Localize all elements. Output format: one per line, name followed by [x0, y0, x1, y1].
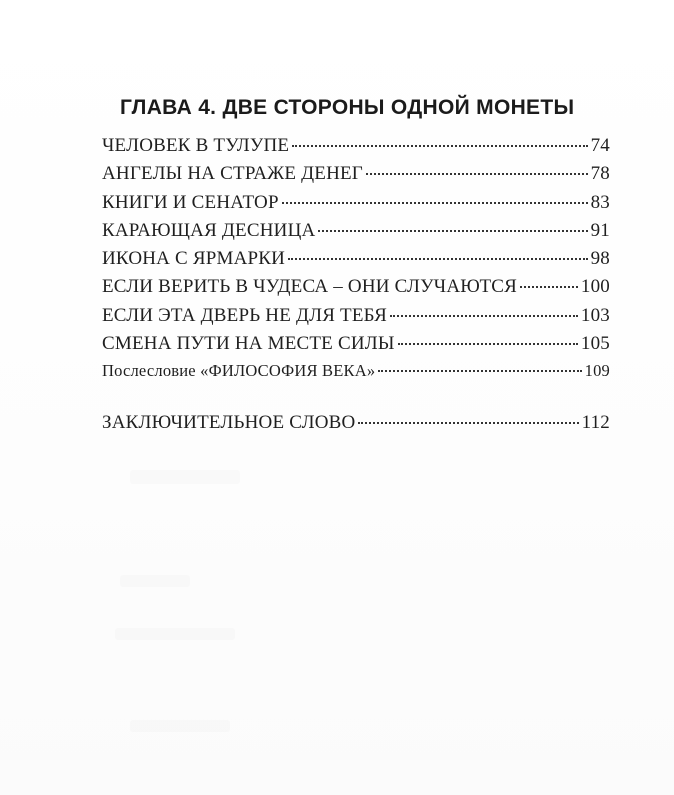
toc-entry-page: 103: [580, 304, 610, 326]
show-through-mark: [120, 575, 190, 587]
dot-leader: [282, 202, 588, 204]
show-through-mark: [115, 628, 235, 640]
dot-leader: [390, 315, 578, 317]
toc-entry-page: 112: [581, 412, 610, 433]
toc-entry-title: КАРАЮЩАЯ ДЕСНИЦА: [102, 219, 316, 241]
toc-entry-title: СМЕНА ПУТИ НА МЕСТЕ СИЛЫ: [102, 333, 395, 355]
final-word-section: [102, 412, 610, 440]
toc-entry[interactable]: [102, 248, 610, 276]
toc-entry-title: ЗАКЛЮЧИТЕЛЬНОЕ СЛОВО: [102, 412, 356, 433]
toc-entry[interactable]: [102, 135, 610, 163]
toc-entry-title: ЧЕЛОВЕК В ТУЛУПЕ: [102, 135, 290, 156]
toc-entry-page: 98: [590, 248, 610, 270]
toc-entry-title: ИКОНА С ЯРМАРКИ: [102, 248, 286, 270]
dot-leader: [318, 230, 587, 232]
show-through-mark: [130, 470, 240, 484]
dot-leader: [520, 286, 578, 288]
toc-entry-title: КНИГИ И СЕНАТОР: [102, 191, 279, 213]
dot-leader: [378, 370, 581, 372]
toc-entry-page: 105: [580, 333, 610, 355]
toc-entry-final-word[interactable]: [102, 412, 610, 440]
dot-leader: [398, 343, 578, 345]
toc-entry[interactable]: [102, 163, 610, 191]
toc-entry-title: ЕСЛИ ВЕРИТЬ В ЧУДЕСА – ОНИ СЛУЧАЮТСЯ: [102, 276, 518, 298]
dot-leader: [366, 173, 588, 175]
toc-entry-page: 78: [590, 163, 610, 185]
toc-entry[interactable]: [102, 220, 610, 248]
toc-entry-afterword[interactable]: [102, 361, 610, 389]
toc-entry-page: 109: [584, 361, 610, 381]
dot-leader: [358, 422, 578, 424]
chapter-title: ГЛАВА 4. ДВЕ СТОРОНЫ ОДНОЙ МОНЕТЫ: [120, 96, 575, 119]
toc-entry-page: 83: [590, 191, 610, 213]
dot-leader: [288, 258, 588, 260]
toc-entry[interactable]: [102, 192, 610, 220]
toc-entry-title: Послесловие «ФИЛОСОФИЯ ВЕКА»: [102, 361, 376, 381]
toc-entry-title: ЕСЛИ ЭТА ДВЕРЬ НЕ ДЛЯ ТЕБЯ: [102, 304, 388, 326]
toc-entry[interactable]: [102, 333, 610, 361]
toc-entry-title: АНГЕЛЫ НА СТРАЖЕ ДЕНЕГ: [102, 163, 363, 185]
toc-entry-page: 100: [580, 276, 610, 298]
show-through-mark: [130, 720, 230, 732]
toc-entry-page: 91: [590, 219, 610, 241]
table-of-contents: [102, 135, 610, 390]
toc-entry[interactable]: [102, 276, 610, 304]
toc-entry[interactable]: [102, 305, 610, 333]
toc-entry-page: 74: [590, 135, 610, 156]
dot-leader: [292, 145, 587, 147]
